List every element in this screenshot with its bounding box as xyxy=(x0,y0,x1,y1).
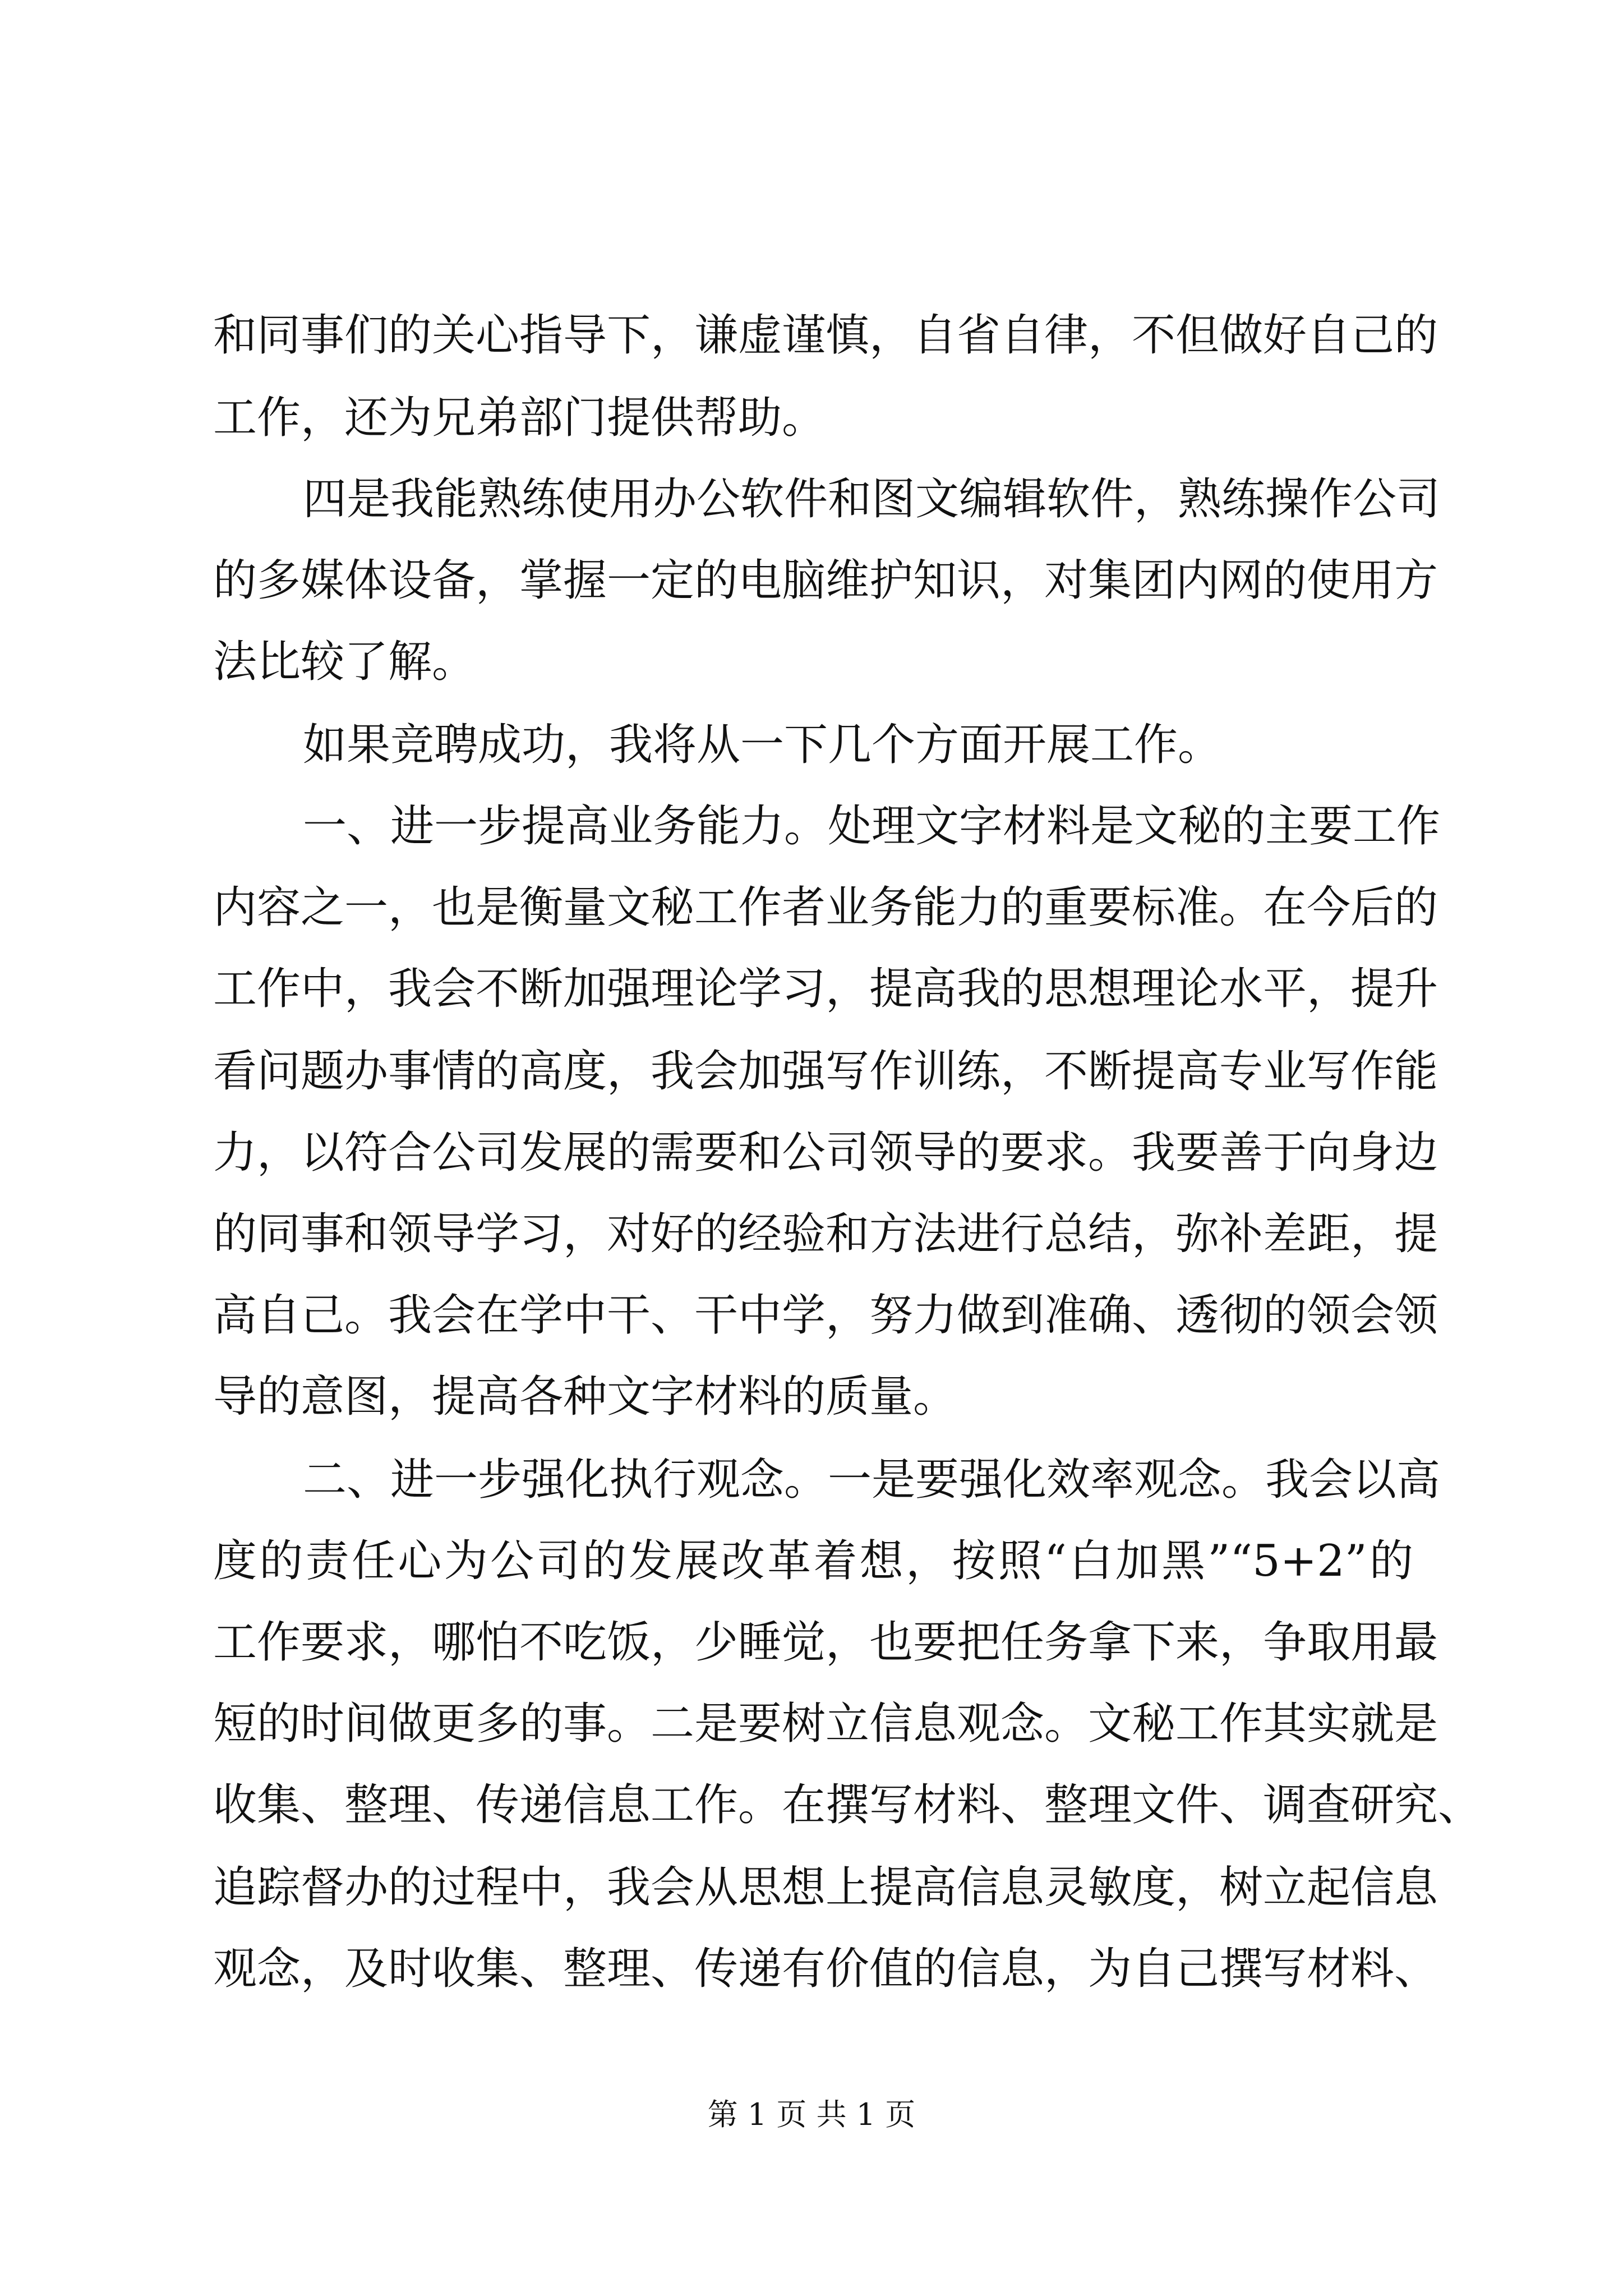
body-line: 二、进一步强化执行观念。一是要强化效率观念。我会以高 xyxy=(303,1455,1441,1505)
body-line: 的同事和领导学习，对好的经验和方法进行总结，弥补差距，提 xyxy=(213,1209,1438,1259)
body-line: 度的责任心为公司的发展改革着想，按照“白加黑”“5+2”的 xyxy=(213,1536,1413,1586)
body-line: 工作中，我会不断加强理论学习，提高我的思想理论水平，提升 xyxy=(213,964,1438,1014)
body-line: 的多媒体设备，掌握一定的电脑维护知识，对集团内网的使用方 xyxy=(213,555,1438,606)
body-line: 观念，及时收集、整理、传递有价值的信息，为自己撰写材料、 xyxy=(213,1944,1438,1994)
body-line: 工作要求，哪怕不吃饭，少睡觉，也要把任务拿下来，争取用最 xyxy=(213,1617,1438,1668)
body-line: 法比较了解。 xyxy=(213,637,476,687)
body-line: 如果竞聘成功，我将从一下几个方面开展工作。 xyxy=(303,720,1222,770)
body-line: 高自己。我会在学中干、干中学，努力做到准确、透彻的领会领 xyxy=(213,1290,1438,1341)
body-line: 内容之一，也是衡量文秘工作者业务能力的重要标准。在今后的 xyxy=(213,882,1438,933)
body-line: 力，以符合公司发展的需要和公司领导的要求。我要善于向身边 xyxy=(213,1128,1438,1178)
body-line: 看问题办事情的高度，我会加强写作训练，不断提高专业写作能 xyxy=(213,1046,1438,1097)
body-line: 收集、整理、传递信息工作。在撰写材料、整理文件、调查研究、 xyxy=(213,1780,1482,1830)
body-line: 短的时间做更多的事。二是要树立信息观念。文秘工作其实就是 xyxy=(213,1699,1438,1749)
body-line: 工作，还为兄弟部门提供帮助。 xyxy=(213,393,826,443)
body-line: 导的意图，提高各种文字材料的质量。 xyxy=(213,1372,957,1422)
body-line: 一、进一步提高业务能力。处理文字材料是文秘的主要工作 xyxy=(303,801,1441,852)
page-number-footer: 第 1 页 共 1 页 xyxy=(707,2097,916,2132)
body-line: 追踪督办的过程中，我会从思想上提高信息灵敏度，树立起信息 xyxy=(213,1862,1438,1913)
body-line: 和同事们的关心指导下，谦虚谨慎，自省自律，不但做好自己的 xyxy=(213,310,1438,361)
body-line: 四是我能熟练使用办公软件和图文编辑软件，熟练操作公司 xyxy=(303,474,1441,524)
